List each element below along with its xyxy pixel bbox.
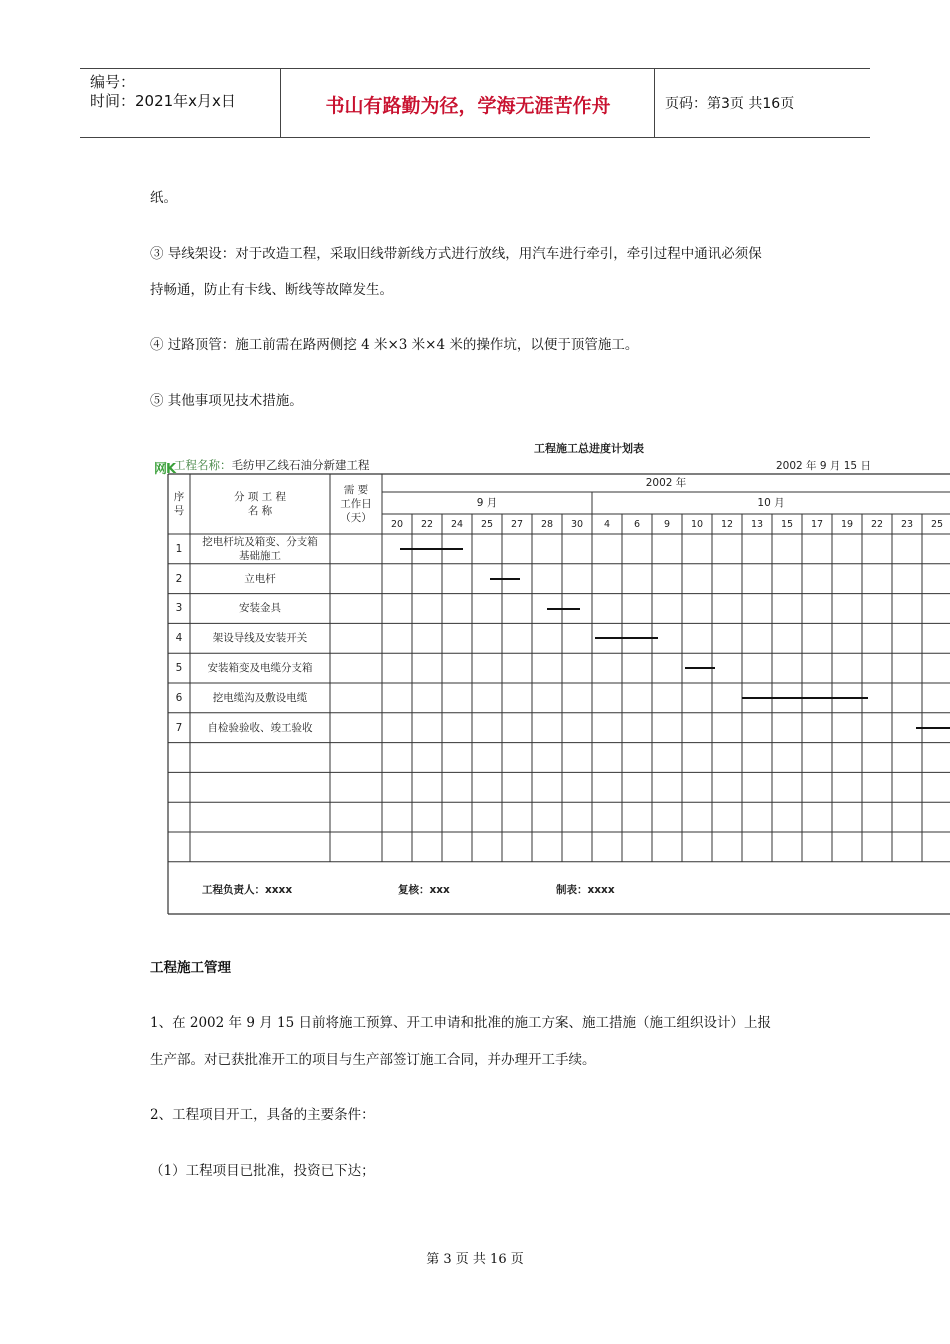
header-month-oct: 10 月 (757, 497, 785, 509)
gantt-bar (742, 697, 868, 699)
paragraph: 持畅通，防止有卡线、断线等故障发生。 (150, 282, 393, 298)
page-current: 3 (721, 96, 730, 112)
header-item-name: 分 项 工 程 名 称 (233, 491, 286, 517)
header-work-days: 需 要 工作日 （天） (340, 484, 372, 524)
row-seq: 3 (175, 602, 183, 615)
page-total: 16 (762, 96, 781, 112)
day-label: 10 (690, 518, 704, 530)
schedule-date: 2002 年 9 月 15 日 (776, 460, 871, 472)
paragraph: ③ 导线架设：对于改造工程，采取旧线带新线方式进行放线，用汽车进行牵引，牵引过程中通讯必须保 (150, 246, 762, 262)
day-label: 28 (540, 518, 554, 530)
day-label: 27 (510, 518, 524, 530)
header-page-info (665, 93, 794, 113)
row-seq: 4 (175, 632, 183, 645)
signature-maker: 制表：xxxx (556, 884, 615, 896)
header-divider (654, 69, 655, 137)
gantt-bar (595, 637, 658, 639)
day-label: 4 (603, 518, 611, 530)
day-label: 22 (870, 518, 884, 530)
page-footer: 第 3 页 共 16 页 (426, 1252, 524, 1267)
day-label: 25 (930, 518, 944, 530)
row-seq: 6 (175, 691, 183, 704)
day-label: 30 (570, 518, 584, 530)
row-item-name: 安装金具 (239, 602, 281, 615)
row-seq: 5 (175, 662, 183, 675)
header-meta (90, 73, 236, 111)
paragraph: 2、工程项目开工，具备的主要条件： (150, 1107, 375, 1123)
logo-mark-icon: 网K (154, 462, 176, 477)
row-item-name: 立电杆 (244, 572, 276, 585)
header-month-sep: 9 月 (476, 497, 498, 509)
row-seq: 7 (175, 721, 183, 734)
header-divider (280, 69, 281, 137)
project-label: 工程名称： (174, 458, 232, 472)
paragraph: 生产部。对已获批准开工的项目与生产部签订施工合同，并办理开工手续。 (150, 1052, 596, 1068)
gantt-bar (916, 727, 950, 729)
page-label: 页码：第 (665, 96, 721, 112)
schedule-figure (150, 436, 950, 920)
signature-manager: 工程负责人：xxxx (202, 884, 293, 896)
row-item-name: 安装箱变及电缆分支箱 (207, 662, 313, 675)
paragraph: ④ 过路顶管：施工前需在路两侧挖 4 米×3 米×4 米的操作坑，以便于顶管施工。 (150, 337, 639, 353)
row-item-name: 自检验验收、竣工验收 (207, 721, 313, 734)
signature-reviewer: 复核：xxx (398, 884, 450, 896)
gantt-bar (547, 608, 580, 610)
row-seq: 2 (175, 572, 183, 585)
day-label: 24 (450, 518, 464, 530)
day-label: 25 (480, 518, 494, 530)
day-label: 23 (900, 518, 914, 530)
paragraph: （1）工程项目已批准，投资已下达； (150, 1163, 375, 1179)
day-label: 17 (810, 518, 824, 530)
header-year: 2002 年 (645, 477, 687, 489)
gantt-bar (490, 578, 520, 580)
number-label: 编号： (90, 73, 136, 91)
day-label: 6 (633, 518, 641, 530)
day-label: 12 (720, 518, 734, 530)
header-seq: 序 号 (173, 491, 185, 517)
time-label: 时间：2021年x月x日 (90, 92, 236, 110)
row-item-name: 挖电杆坑及箱变、分支箱 基础施工 (202, 535, 318, 562)
paragraph: 纸。 (150, 190, 177, 206)
page-header (80, 68, 870, 138)
section-title: 工程施工管理 (150, 960, 231, 976)
paragraph: ⑤ 其他事项见技术措施。 (150, 393, 303, 409)
day-label: 9 (663, 518, 671, 530)
day-label: 15 (780, 518, 794, 530)
day-label: 20 (390, 518, 404, 530)
header-motto: 书山有路勤为径，学海无涯苦作舟 (325, 95, 611, 117)
row-item-name: 架设导线及安装开关 (212, 632, 308, 645)
day-label: 22 (420, 518, 434, 530)
project-name: 毛纺甲乙线石油分新建工程 (231, 458, 370, 472)
schedule-title: 工程施工总进度计划表 (534, 442, 644, 455)
day-label: 13 (750, 518, 764, 530)
page-mid: 页 共 (729, 96, 763, 112)
page-suffix: 页 (780, 96, 795, 112)
day-label: 19 (840, 518, 854, 530)
paragraph: 1、在 2002 年 9 月 15 日前将施工预算、开工申请和批准的施工方案、施工措施（施工组织设计）上报 (150, 1015, 771, 1031)
gantt-bar (685, 667, 715, 669)
row-seq: 1 (175, 542, 183, 555)
gantt-bar (400, 548, 463, 550)
row-item-name: 挖电缆沟及敷设电缆 (212, 691, 308, 704)
